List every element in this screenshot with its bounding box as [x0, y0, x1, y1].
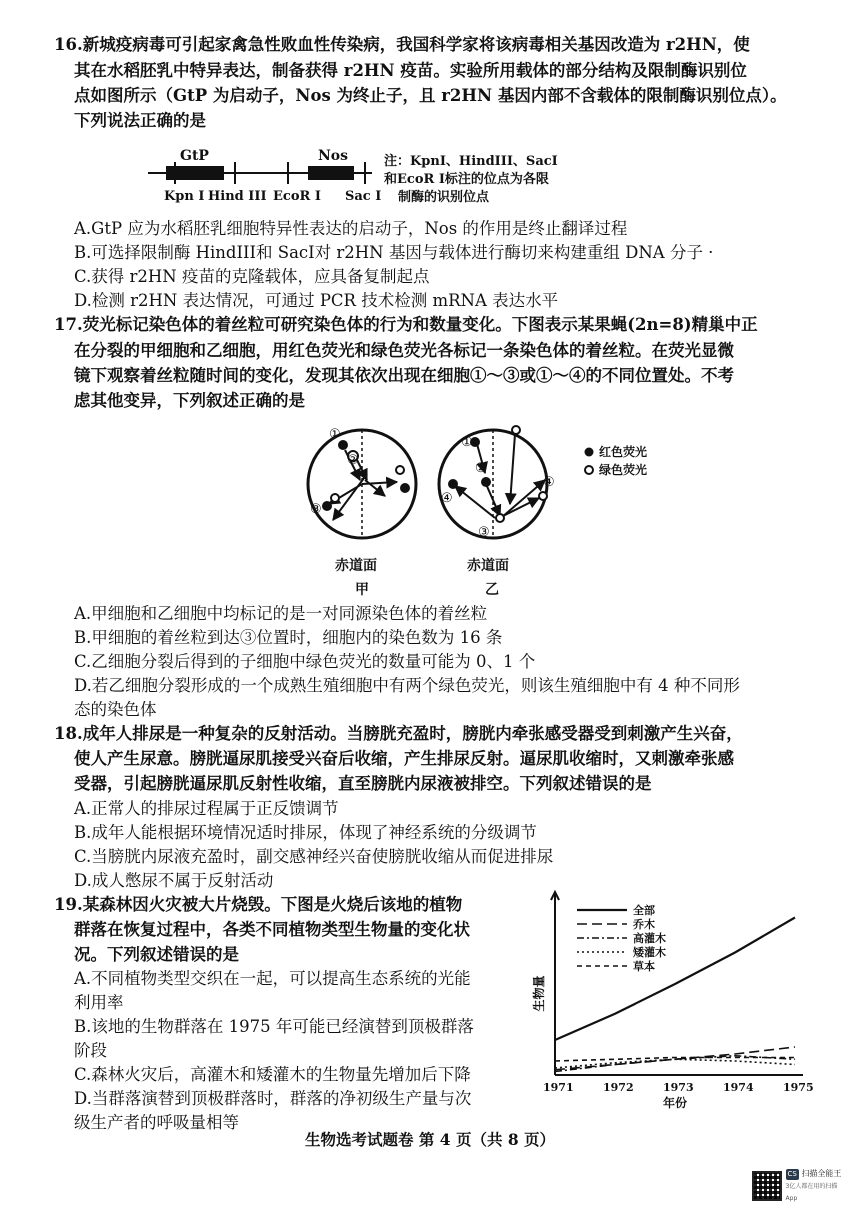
q17-option-d-cont: 态的染色体	[74, 700, 157, 719]
q16-stem-line-4: 下列说法正确的是	[74, 111, 206, 130]
q19-stem-line-3: 况。下列叙述错误的是	[74, 945, 239, 964]
q19-stem-line-1: 19.某森林因火灾被大片烧毁。下图是火烧后该地的植物	[54, 895, 463, 914]
cell-a-green-dot-3	[331, 494, 339, 502]
page-footer: 生物选考试题卷 第 4 页（共 8 页）	[304, 1130, 556, 1149]
legend-red-label: 红色荧光	[599, 445, 648, 459]
q18-option-a: A.正常人的排尿过程属于正反馈调节	[74, 799, 339, 818]
x-tick-label: 1972	[603, 1081, 634, 1094]
cell-b-green-dot-1	[512, 426, 520, 434]
cs-logo: CS	[787, 1170, 797, 1178]
cell-a-red-dot-2	[400, 483, 410, 493]
legend-label-5: 草本	[633, 960, 655, 973]
cell-a-position-2: ②	[347, 453, 359, 468]
cell-a-arrows	[329, 450, 397, 520]
scanner-watermark-text	[786, 1168, 848, 1204]
q18-option-c: C.当膀胱内尿液充盈时，副交感神经兴奋使膀胱收缩从而促进排尿	[74, 847, 554, 866]
cell-b-label: 乙	[485, 582, 499, 598]
x-tick-label: 1974	[723, 1081, 754, 1094]
q19-option-b-cont: 阶段	[74, 1041, 107, 1060]
biomass-line-chart	[515, 890, 815, 1120]
cell-division-figure	[305, 418, 685, 603]
cell-a-green-dot-2	[396, 466, 404, 474]
legend-green-dot	[585, 466, 593, 474]
nos-label: Nos	[318, 148, 349, 164]
q19-option-b: B.该地的生物群落在 1975 年可能已经演替到顶极群落	[74, 1017, 474, 1036]
x-tick-label: 1973	[663, 1081, 694, 1094]
cell-b-green-dot-3	[496, 514, 504, 522]
cell-a-position-1: ①	[329, 427, 341, 442]
q19-option-d-cont: 级生产者的呼吸量相等	[74, 1113, 239, 1132]
q16-option-c: C.获得 r2HN 疫苗的克隆载体，应具备复制起点	[74, 267, 430, 286]
q19-option-c: C.森林火灾后，高灌木和矮灌木的生物量先增加后下降	[74, 1065, 471, 1084]
cell-b-position-2: ②	[475, 461, 487, 476]
legend-label-4: 矮灌木	[633, 946, 666, 959]
q17-stem-line-4: 虑其他变异，下列叙述正确的是	[74, 391, 305, 410]
series-line-1	[555, 918, 795, 1041]
q18-stem-line-2: 使人产生尿意。膀胱逼尿肌接受兴奋后收缩，产生排尿反射。逼尿肌收缩时，又刺激牵张感	[74, 749, 734, 768]
cell-b-position-3: ③	[478, 525, 490, 540]
cell-a-position-3: ③	[310, 502, 322, 517]
cell-a-label: 甲	[355, 582, 369, 598]
series-line-2	[555, 1047, 795, 1070]
legend-label-1: 全部	[633, 904, 655, 917]
nos-terminator-block	[308, 166, 354, 180]
sac-label: Sac I	[345, 189, 382, 204]
legend-label-3: 高灌木	[633, 932, 666, 945]
ecor-label: EcoR I	[273, 189, 321, 204]
q17-option-c: C.乙细胞分裂后得到的子细胞中绿色荧光的数量可能为 0、1 个	[74, 652, 536, 671]
q16-option-d: D.检测 r2HN 表达情况，可通过 PCR 技术检测 mRNA 表达水平	[74, 291, 559, 310]
q16-stem-line-1: 16.新城疫病毒可引起家禽急性败血性传染病，我国科学家将该病毒相关基因改造为 r2HN，使	[54, 35, 750, 54]
q16-stem-line-3: 点如图所示（GtP 为启动子，Nos 为终止子，且 r2HN 基因内部不含载体的限制酶识别位点）。	[74, 86, 787, 105]
cell-b-green-dot-2	[539, 492, 547, 500]
q17-stem-line-1: 17.荧光标记染色体的着丝粒可研究染色体的行为和数量变化。下图表示某果蝇(2n=8)精巢中正	[54, 315, 758, 334]
scanner-tagline: 3亿人都在用的扫描App	[785, 1183, 838, 1202]
q19-option-d: D.当群落演替到顶极群落时，群落的净初级生产量与次	[74, 1089, 472, 1108]
q18-option-b: B.成年人能根据环境情况适时排尿，体现了神经系统的分级调节	[74, 823, 537, 842]
q18-stem-line-3: 受器，引起膀胱逼尿肌反射性收缩，直至膀胱内尿液被排空。下列叙述错误的是	[74, 774, 652, 793]
cell-b-position-4: ④	[441, 491, 453, 506]
cell-a-red-dot-3	[322, 501, 332, 511]
q18-stem-line-1: 18.成年人排尿是一种复杂的反射活动。当膀胱充盈时，膀胱内牵张感受器受到刺激产生兴奋，	[54, 724, 743, 743]
legend-green-label: 绿色荧光	[599, 463, 648, 477]
scanner-app-name: 扫描全能王	[801, 1169, 842, 1178]
legend-label-2: 乔木	[633, 918, 655, 931]
cell-b-plane-label: 赤道面	[467, 558, 509, 574]
diagram-note-line-2: 和EcoR I标注的位点为各限	[384, 172, 549, 187]
q17-option-b: B.甲细胞的着丝粒到达③位置时，细胞内的染色数为 16 条	[74, 628, 503, 647]
q17-stem-line-3: 镜下观察着丝粒随时间的变化，发现其依次出现在细胞①～③或①～④的不同位置处。不考	[74, 366, 734, 385]
q19-stem-line-2: 群落在恢复过程中，各类不同植物类型生物量的变化状	[74, 920, 470, 939]
hind-label: Hind III	[208, 189, 267, 204]
q17-stem-line-2: 在分裂的甲细胞和乙细胞，用红色荧光和绿色荧光各标记一条染色体的着丝粒。在荧光显微	[74, 341, 734, 360]
diagram-note-line-3: 制酶的识别位点	[398, 190, 490, 205]
q17-option-d: D.若乙细胞分裂形成的一个成熟生殖细胞中有两个绿色荧光，则该生殖细胞中有 4 种不同形	[74, 676, 740, 695]
cell-b-position-1: ①	[461, 435, 473, 450]
y-axis-label: 生物量	[532, 975, 546, 1012]
diagram-note-line-1: 注：KpnI、HindIII、SacI	[384, 154, 558, 169]
q17-option-a: A.甲细胞和乙细胞中均标记的是一对同源染色体的着丝粒	[74, 604, 488, 623]
q16-option-a: A.GtP 应为水稻胚乳细胞特异性表达的启动子，Nos 的作用是终止翻译过程	[74, 219, 628, 238]
gtp-label: GtP	[180, 148, 209, 164]
q18-option-d: D.成人憋尿不属于反射活动	[74, 871, 274, 890]
x-axis-label: 年份	[663, 1096, 688, 1110]
cell-b-position-4b: ④	[543, 475, 555, 490]
q16-option-b: B.可选择限制酶 HindIII和 SacI对 r2HN 基因与载体进行酶切来构建重组 DNA 分子 ·	[74, 243, 714, 262]
cell-b-red-dot-3	[448, 479, 458, 489]
scanner-watermark	[752, 1168, 848, 1204]
legend-red-dot	[585, 448, 594, 457]
q16-stem-line-2: 其在水稻胚乳中特异表达，制备获得 r2HN 疫苗。实验所用载体的部分结构及限制酶识别位	[74, 61, 747, 80]
q19-option-a-cont: 利用率	[74, 993, 124, 1012]
cell-b-red-dot-2	[481, 477, 491, 487]
kpn-label: Kpn I	[164, 189, 205, 204]
x-tick-label: 1971	[543, 1081, 574, 1094]
q19-option-a: A.不同植物类型交织在一起，可以提高生态系统的光能	[74, 969, 471, 988]
vector-map-diagram	[140, 140, 600, 215]
qr-code-icon	[752, 1171, 782, 1201]
cell-a-plane-label: 赤道面	[335, 558, 377, 574]
x-tick-label: 1975	[783, 1081, 814, 1094]
